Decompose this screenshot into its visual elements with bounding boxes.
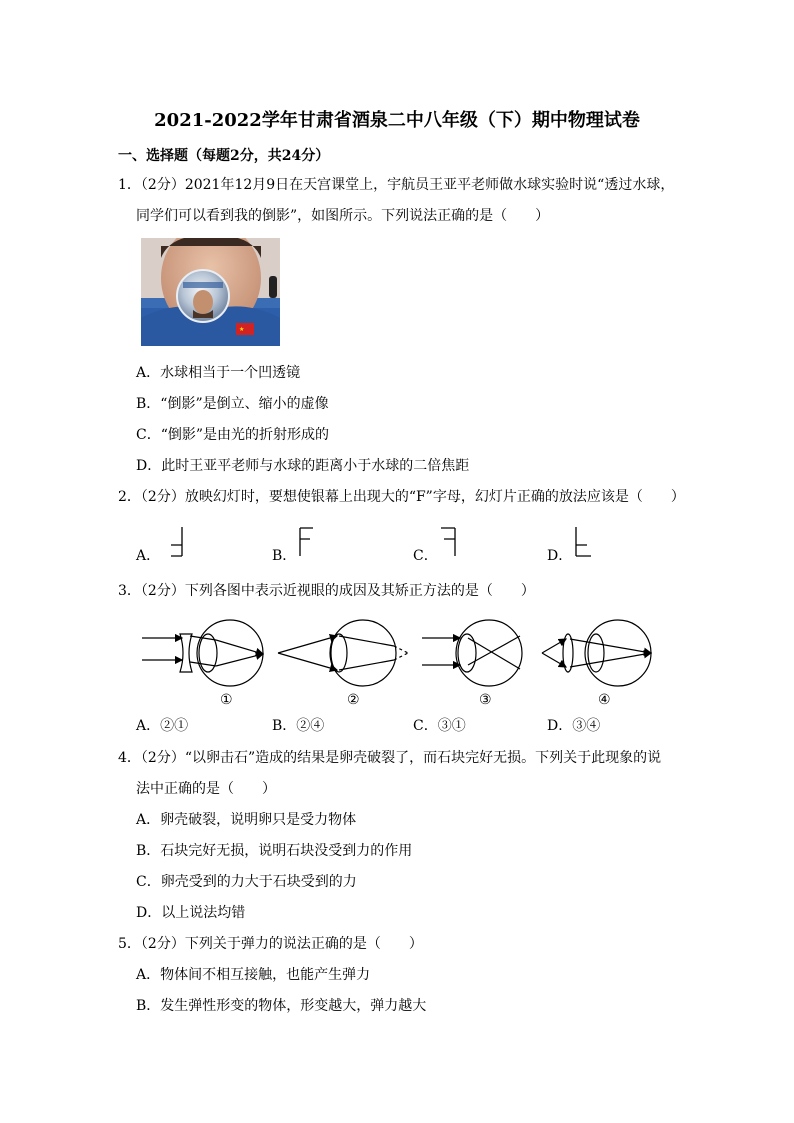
question-1-line-2: 同学们可以看到我的倒影”，如图所示。下列说法正确的是（ ）	[136, 208, 550, 224]
question-3-option-a: A．②①	[136, 718, 189, 734]
slide-f-option-b	[296, 526, 320, 558]
question-4-option-c: C．卵壳受到的力大于石块受到的力	[136, 874, 357, 890]
eye-diagram-1	[142, 620, 263, 686]
slide-f-option-c	[436, 526, 460, 558]
question-2-option-a: A．	[136, 548, 161, 564]
question-5-option-a: A．物体间不相互接触，也能产生弹力	[136, 967, 371, 983]
question-2-option-b: B．	[272, 548, 297, 564]
eye-diagram-3	[422, 620, 522, 686]
question-3-option-b: B．②④	[272, 718, 325, 734]
question-5-option-b: B．发生弹性形变的物体，形变越大，弹力越大	[136, 998, 427, 1014]
question-4-option-a: A．卵壳破裂，说明卵只是受力物体	[136, 812, 357, 828]
question-2-option-c: C．	[413, 548, 438, 564]
eye-diagram-3-label: ③	[479, 692, 492, 708]
question-4-option-d: D．以上说法均错	[136, 905, 246, 921]
question-2-line-1: 2．（2分）放映幻灯时，要想使银幕上出现大的“F”字母，幻灯片正确的放法应该是（ ）	[118, 489, 685, 505]
question-3-option-c: C．③①	[413, 718, 466, 734]
question-1-option-b: B．“倒影”是倒立、缩小的虚像	[136, 396, 329, 412]
question-4-line-1: 4．（2分）“以卵击石”造成的结果是卵壳破裂了，而石块完好无损。下列关于此现象的说	[118, 750, 662, 766]
question-1-line-1: 1．（2分）2021年12月9日在天宫课堂上，宇航员王亚平老师做水球实验时说“透过水球，	[118, 177, 675, 193]
question-1-option-c: C．“倒影”是由光的折射形成的	[136, 427, 330, 443]
question-1-option-a: A．水球相当于一个凹透镜	[136, 365, 301, 381]
eye-diagrams	[130, 606, 670, 712]
section-heading: 一、选择题（每题2分，共24分）	[118, 148, 330, 164]
question-3-option-d: D．③④	[547, 718, 601, 734]
eye-diagram-4-label: ④	[598, 692, 611, 708]
question-3-line-1: 3．（2分）下列各图中表示近视眼的成因及其矫正方法的是（ ）	[118, 583, 535, 599]
question-4-option-b: B．石块完好无损，说明石块没受到力的作用	[136, 843, 413, 859]
eye-diagram-4	[542, 620, 651, 686]
question-1-option-d: D．此时王亚平老师与水球的距离小于水球的二倍焦距	[136, 458, 470, 474]
slide-f-option-a	[164, 526, 188, 558]
eye-diagram-2	[278, 620, 408, 686]
question-5-line-1: 5．（2分）下列关于弹力的说法正确的是（ ）	[118, 936, 423, 952]
page-title: 2021-2022学年甘肃省酒泉二中八年级（下）期中物理试卷	[154, 110, 640, 131]
slide-f-option-d	[572, 526, 596, 558]
water-ball-photo	[141, 238, 280, 346]
question-4-line-2: 法中正确的是（ ）	[136, 781, 276, 797]
eye-diagram-2-label: ②	[347, 692, 360, 708]
question-2-option-d: D．	[547, 548, 573, 564]
eye-diagram-1-label: ①	[220, 692, 233, 708]
svg-text:★: ★	[239, 326, 245, 333]
